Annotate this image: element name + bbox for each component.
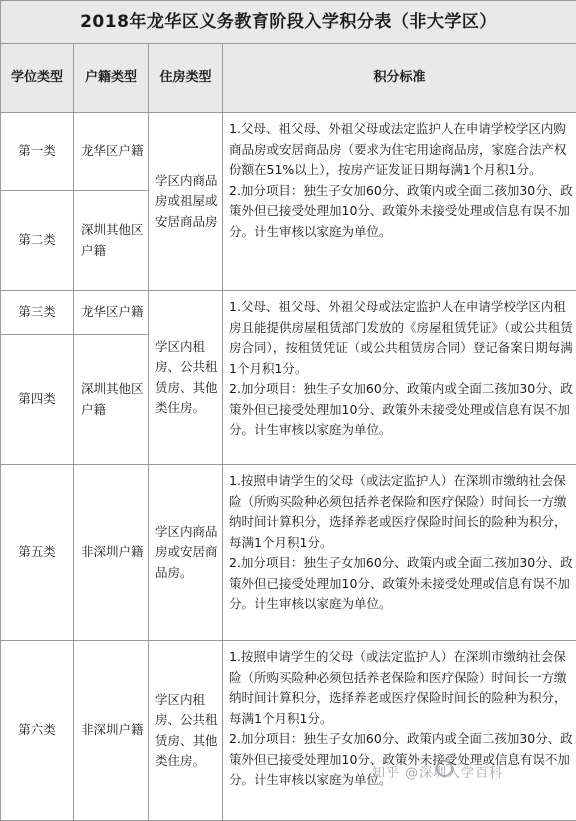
category-cell: 第三类 [1,291,74,335]
standard-item-2: 2.加分项目：独生子女加60分、政策内或全面二孩加30分、政策外但已接受处理加10分、政策外未接受处理或信息有误不加分。计生审核以家庭为单位。 [229,379,573,441]
standard-cell [223,465,576,641]
table-row [1,291,576,335]
header-housing-type: 住房类型 [149,44,223,113]
hukou-cell: 深圳其他区户籍 [74,191,149,291]
hukou-cell: 非深圳户籍 [74,641,149,821]
header-school-type: 学位类型 [1,44,74,113]
category-cell: 第六类 [1,641,74,821]
category-cell: 第二类 [1,191,74,291]
hukou-cell: 龙华区户籍 [74,113,149,191]
header-hukou-type: 户籍类型 [74,44,149,113]
housing-cell: 学区内租房、公共租赁房、其他类住房。 [149,291,223,465]
housing-cell: 学区内商品房或祖屋或安居商品房 [149,113,223,291]
table-row [1,465,576,641]
standard-item-2: 2.加分项目：独生子女加60分、政策内或全面二孩加30分、政策外但已接受处理加10分、政策外未接受处理或信息有误不加分。计生审核以家庭为单位。 [229,181,573,243]
hukou-cell: 龙华区户籍 [74,291,149,335]
standard-item-1: 1.按照申请学生的父母（或法定监护人）在深圳市缴纳社会保险（所购买险种必须包括养老保险和医疗保险）时间长一方缴纳时间计算积分，选择养老或医疗保险时间长的险种为积分，每满1个月积1分。 [229,471,573,553]
standard-cell [223,291,576,465]
housing-cell: 学区内商品房或安居商品房。 [149,465,223,641]
table-row [1,113,576,191]
table-title: 2018年龙华区义务教育阶段入学积分表（非大学区） [1,1,576,44]
standard-cell [223,113,576,291]
category-cell: 第五类 [1,465,74,641]
title-row [1,1,576,44]
hukou-cell: 深圳其他区户籍 [74,335,149,465]
hukou-cell: 非深圳户籍 [74,465,149,641]
category-cell: 第一类 [1,113,74,191]
standard-item-2: 2.加分项目：独生子女加60分、政策内或全面二孩加30分、政策外但已接受处理加10分、政策外未接受处理或信息有误不加分。计生审核以家庭为单位。 [229,729,573,791]
standard-item-2: 2.加分项目：独生子女加60分、政策内或全面二孩加30分、政策外但已接受处理加10分、政策外未接受处理或信息有误不加分。计生审核以家庭为单位。 [229,553,573,615]
header-row [1,44,576,113]
standard-item-1: 1.父母、祖父母、外祖父母或法定监护人在申请学校学区内购商品房或安居商品房（要求为住宅用途商品房，家庭合法产权份额在51%以上），按房产证发证日期每满1个月积1分。 [229,119,573,181]
watermark-text: 知乎 @深圳入学百科 [372,762,503,781]
table-row [1,641,576,821]
header-standard: 积分标准 [223,44,576,113]
standard-cell [223,641,576,821]
standard-item-1: 1.按照申请学生的父母（或法定监护人）在深圳市缴纳社会保险（所购买险种必须包括养老保险和医疗保险）时间长一方缴纳时间计算积分，选择养老或医疗保险时间长的险种为积分，每满1个月积1分。 [229,647,573,729]
housing-cell: 学区内租房、公共租赁房、其他类住房。 [149,641,223,821]
category-cell: 第四类 [1,335,74,465]
standard-item-1: 1.父母、祖父母、外祖父母或法定监护人在申请学校学区内租房且能提供房屋租赁部门发放的《房屋租赁凭证》（或公共租赁房合同），按租赁凭证（或公共租赁房合同）登记备案日期每满1个月积1分。 [229,297,573,379]
